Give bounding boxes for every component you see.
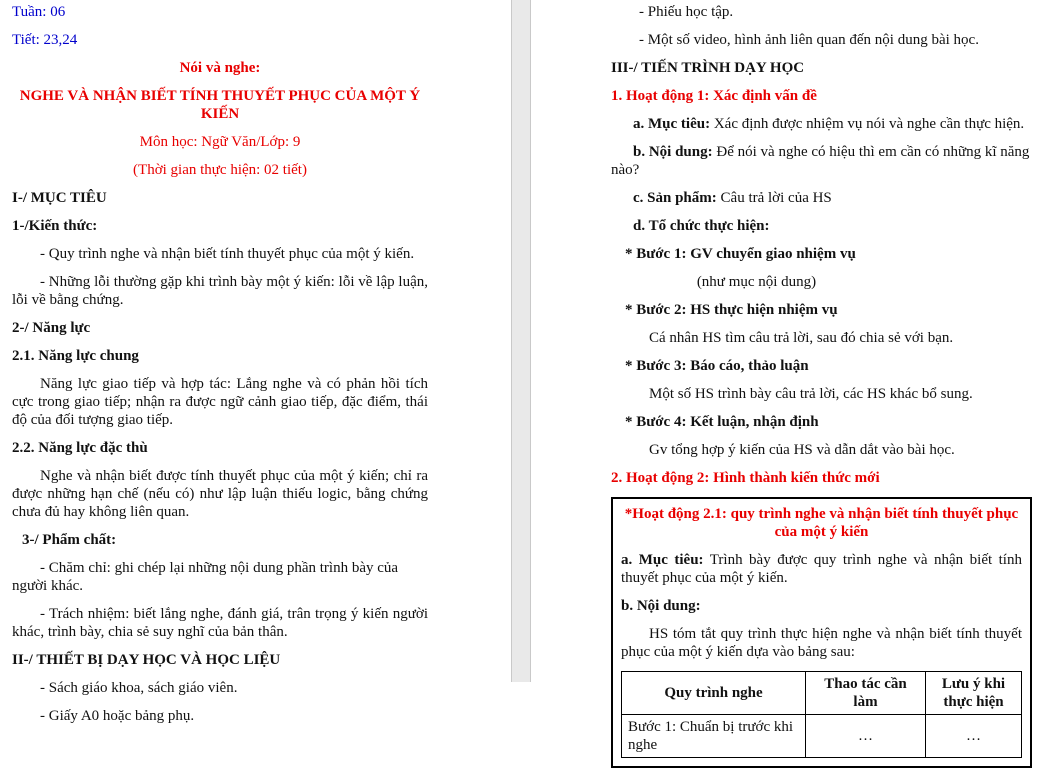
page-gutter [511,0,531,682]
page-left [0,0,511,724]
bullet-phieu-hoc-tap: - Phiếu học tập. [639,4,734,20]
bullet-nhung-loi: - Những lỗi thường gặp khi trình bày một ý kiến: lỗi về lập luận, lỗi về bằng chứng. [12,274,428,308]
step-3-text: Một số HS trình bày câu trả lời, các HS khác bổ sung. [649,386,973,402]
box-muc-tieu-label: a. Mục tiêu: [621,552,704,568]
muc-tieu-text: Xác định được nhiệm vụ nói và nghe cần thực hiện. [710,116,1025,132]
step-4-heading: * Bước 4: Kết luận, nhận định [625,414,819,430]
cell-thao-tac-ellipsis: … [806,715,926,758]
activity-2-1-box [611,497,1032,768]
step-2-text: Cá nhân HS tìm câu trả lời, sau đó chia sẻ với bạn. [649,330,954,346]
section-heading-tien-trinh: III-/ TIẾN TRÌNH DẠY HỌC [611,60,805,76]
subheading-nang-luc: 2-/ Năng lực [12,320,91,336]
text-nang-luc-chung: Năng lực giao tiếp và hợp tác: Lắng nghe và có phản hồi tích cực trong giao tiếp; nhận ra được ngữ cảnh giao tiếp, đặc điểm, thái độ của đối tượng giao tiếp. [12,376,428,428]
noi-dung-label: b. Nội dung: [633,144,713,160]
subheading-nang-luc-dac-thu: 2.2. Năng lực đặc thù [12,440,148,456]
col-header-quy-trinh: Quy trình nghe [622,672,806,715]
subheading-pham-chat: 3-/ Phẩm chất: [22,532,117,548]
activity-1-san-pham [611,189,1032,207]
subject-line: Môn học: Ngữ Văn/Lớp: 9 [139,134,301,150]
lesson-kicker: Nói và nghe: [179,60,261,76]
box-muc-tieu-text: Trình bày được quy trình nghe và nhận biết tính thuyết phục của một ý kiến. [621,552,1022,586]
noi-dung-text: Để nói và nghe có hiệu thì em cần có những kĩ năng nào? [611,144,1030,178]
period-label: Tiết: 23,24 [12,32,78,48]
activity-1-muc-tieu [611,115,1032,133]
bullet-trach-nhiem: - Trách nhiệm: biết lắng nghe, đánh giá, trân trọng ý kiến người khác, trình bày, chia sẻ suy nghĩ của bản thân. [12,606,428,640]
listening-process-table [621,671,1022,758]
activity-2-heading: 2. Hoạt động 2: Hình thành kiến thức mới [611,470,880,486]
step-2-heading: * Bước 2: HS thực hiện nhiệm vụ [625,302,838,318]
bullet-video-hinh-anh: - Một số video, hình ảnh liên quan đến nội dung bài học. [639,32,979,48]
page-right [531,0,1037,753]
activity-1-noi-dung [611,143,1032,179]
col-header-thao-tac: Thao tác cần làm [806,672,926,715]
text-nang-luc-dac-thu: Nghe và nhận biết được tính thuyết phục của một ý kiến; chỉ ra được những hạn chế (nếu có) như lập luận thiếu logic, bằng chứng chưa đủ hay không liên quan. [12,468,428,520]
section-heading-muc-tieu: I-/ MỤC TIÊU [12,190,107,206]
bullet-quy-trinh: - Quy trình nghe và nhận biết tính thuyết phục của một ý kiến. [40,246,415,262]
san-pham-text: Câu trả lời của HS [716,190,832,206]
subheading-kien-thuc: 1-/Kiến thức: [12,218,98,234]
table-header-row [622,672,1022,715]
cell-buoc-1: Bước 1: Chuẩn bị trước khi nghe [622,715,806,758]
bullet-cham-chi: - Chăm chỉ: ghi chép lại những nội dung phần trình bày của người khác. [12,560,399,594]
section-heading-thiet-bi: II-/ THIẾT BỊ DẠY HỌC VÀ HỌC LIỆU [12,652,281,668]
week-label: Tuần: 06 [12,4,66,20]
activity-1-heading: 1. Hoạt động 1: Xác định vấn đề [611,88,817,104]
activity-1-to-chuc: d. Tổ chức thực hiện: [633,218,770,234]
col-header-luu-y: Lưu ý khi thực hiện [926,672,1022,715]
step-1-heading: * Bước 1: GV chuyển giao nhiệm vụ [625,246,856,262]
step-1-note: (như mục nội dung) [696,274,817,290]
lesson-title: NGHE VÀ NHẬN BIẾT TÍNH THUYẾT PHỤC CỦA MỘT Ý KIẾN [19,88,421,122]
activity-2-1-noi-dung-label: b. Nội dung: [621,598,701,614]
activity-2-1-muc-tieu [621,551,1022,587]
bullet-giay-a0: - Giấy A0 hoặc bảng phụ. [40,708,195,724]
cell-luu-y-ellipsis: … [926,715,1022,758]
muc-tieu-label: a. Mục tiêu: [633,116,711,132]
activity-2-1-intro: HS tóm tắt quy trình thực hiện nghe và nhận biết tính thuyết phục của một ý kiến dựa vào bảng sau: [621,626,1022,660]
san-pham-label: c. Sản phẩm: [633,190,717,206]
bullet-sach-giao-khoa: - Sách giáo khoa, sách giáo viên. [40,680,238,696]
step-4-text: Gv tổng hợp ý kiến của HS và dẫn dắt vào bài học. [649,442,955,458]
activity-2-1-title: *Hoạt động 2.1: quy trình nghe và nhận biết tính thuyết phục của một ý kiến [624,506,1019,540]
duration-line: (Thời gian thực hiện: 02 tiết) [133,162,307,178]
subheading-nang-luc-chung: 2.1. Năng lực chung [12,348,139,364]
step-3-heading: * Bước 3: Báo cáo, thảo luận [625,358,809,374]
table-row [622,715,1022,758]
